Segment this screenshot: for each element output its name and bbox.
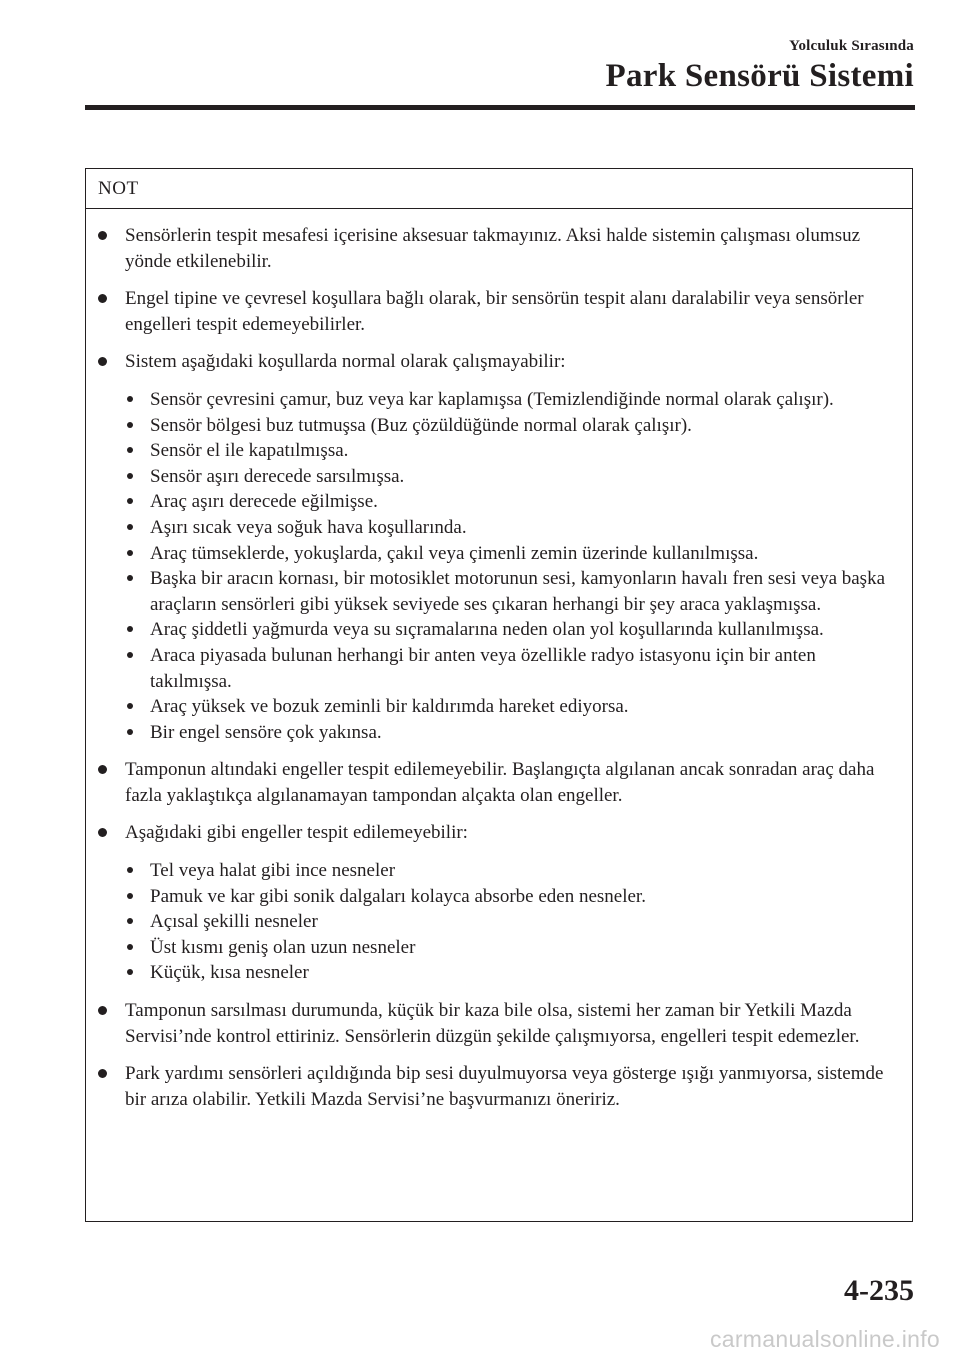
note-item [98,349,898,745]
note-item-text: Sistem aşağıdaki koşullarda normal olarak çalışmayabilir: [125,351,566,373]
note-body [86,209,912,1112]
sub-list-item-text: Küçük, kısa nesneler [150,962,309,984]
bullet-icon [98,1069,107,1078]
sub-list-item [125,884,898,910]
sub-bullet-icon [127,893,133,899]
sub-bullet-icon [127,969,133,975]
sub-list-item [125,515,898,541]
sub-list-item-text: Araç şiddetli yağmurda veya su sıçramalarına neden olan yol koşullarında kullanılmışsa. [150,619,824,641]
sub-list-item [125,694,898,720]
note-item-text: Aşağıdaki gibi engeller tespit edilemeyebilir: [125,822,468,844]
sub-list-item [125,464,898,490]
sub-bullet-icon [127,652,133,658]
sub-list-item [125,387,898,413]
sub-bullet-icon [127,396,133,402]
sub-list-item-text: Araç tümseklerde, yokuşlarda, çakıl veya çimenli zemin üzerinde kullanılmışsa. [150,542,759,564]
sub-list-item [125,489,898,515]
note-item [98,757,898,808]
header-rule [85,105,915,110]
page-number: 4-235 [844,1274,914,1307]
sub-list-item-text: Sensör el ile kapatılmışsa. [150,440,349,462]
sub-list-item-text: Araç aşırı derecede eğilmişse. [150,491,378,513]
bullet-icon [98,1006,107,1015]
sub-list-item [125,909,898,935]
sub-list-item-text: Üst kısmı geniş olan uzun nesneler [150,936,416,958]
sub-bullet-icon [127,498,133,504]
sub-list-item-text: Bir engel sensöre çok yakınsa. [150,721,382,743]
bullet-icon [98,231,107,240]
sub-list-item-text: Araç yüksek ve bozuk zeminli bir kaldırımda hareket ediyorsa. [150,696,629,718]
page-title: Park Sensörü Sistemi [605,58,914,94]
sub-bullet-icon [127,447,133,453]
bullet-icon [98,357,107,366]
sub-list-item [125,413,898,439]
bullet-icon [98,828,107,837]
sub-bullet-icon [127,626,133,632]
note-item [98,820,898,986]
sub-list-item [125,541,898,567]
sub-list-item-text: Pamuk ve kar gibi sonik dalgaları kolayca absorbe eden nesneler. [150,885,646,907]
watermark: carmanualsonline.info [709,1326,940,1352]
sub-bullet-icon [127,867,133,873]
sub-list-item [125,960,898,986]
note-box [85,168,913,1222]
sub-bullet-icon [127,524,133,530]
note-item [98,998,898,1049]
sub-list-item-text: Açısal şekilli nesneler [150,911,318,933]
sub-bullet-icon [127,422,133,428]
note-item-text: Sensörlerin tespit mesafesi içerisine aksesuar takmayınız. Aksi halde sistemin çalışması olumsuz yönde etkilenebilir. [125,225,861,272]
sub-list-item [125,566,898,617]
note-item [98,1061,898,1112]
sub-list-item-text: Araca piyasada bulunan herhangi bir anten veya özellikle radyo istasyonu için bir anten takılmışsa. [150,644,816,692]
sub-list-item-text: Tel veya halat gibi ince nesneler [150,860,396,882]
sub-list-item-text: Başka bir aracın kornası, bir motosiklet motorunun sesi, kamyonların havalı fren sesi veya başka araçların sensörleri gibi yüksek seviyede ses çıkaran herhangi bir şey araca yaklaşmışsa. [150,568,886,615]
bullet-icon [98,294,107,303]
sub-bullet-icon [127,550,133,556]
sub-list-item [125,438,898,464]
section-label: Yolculuk Sırasında [789,38,914,54]
sub-list-item-text: Aşırı sıcak veya soğuk hava koşullarında. [150,516,467,538]
note-item [98,223,898,274]
note-item [98,286,898,337]
note-item-text: Park yardımı sensörleri açıldığında bip sesi duyulmuyorsa veya gösterge ışığı yanmıyorsa, sistemde bir arıza olabilir. Yetkili Mazda Servisi’ne başvurmanızı öneririz. [125,1063,884,1110]
note-item-text: Engel tipine ve çevresel koşullara bağlı olarak, bir sensörün tespit alanı daralabilir veya sensörler engelleri tespit edemeyebilirler. [125,288,864,335]
sub-list-item [125,720,898,746]
sub-list-item-text: Sensör bölgesi buz tutmuşsa (Buz çözüldüğünde normal olarak çalışır). [150,414,692,436]
sub-list-item [125,858,898,884]
sub-bullet-icon [127,703,133,709]
sub-list-item-text: Sensör aşırı derecede sarsılmışsa. [150,465,405,487]
sub-list [125,858,898,986]
sub-list-item [125,643,898,694]
sub-list [125,387,898,745]
sub-list-item [125,617,898,643]
sub-bullet-icon [127,918,133,924]
sub-bullet-icon [127,575,133,581]
note-item-text: Tamponun sarsılması durumunda, küçük bir kaza bile olsa, sistemi her zaman bir Yetkili Mazda Servisi’nde kontrol ettiriniz. Sensörlerin düzgün şekilde çalışmıyorsa, engelleri tespit edemezler. [125,1000,860,1047]
sub-bullet-icon [127,944,133,950]
note-heading: NOT [86,169,912,209]
bullet-icon [98,765,107,774]
sub-bullet-icon [127,473,133,479]
note-item-text: Tamponun altındaki engeller tespit edilemeyebilir. Başlangıçta algılanan ancak sonradan araç daha fazla yaklaştıkça algılanamayan tampondan alçakta olan engeller. [125,759,875,806]
sub-list-item-text: Sensör çevresini çamur, buz veya kar kaplamışsa (Temizlendiğinde normal olarak çalışır). [150,388,834,410]
sub-list-item [125,935,898,961]
sub-bullet-icon [127,729,133,735]
